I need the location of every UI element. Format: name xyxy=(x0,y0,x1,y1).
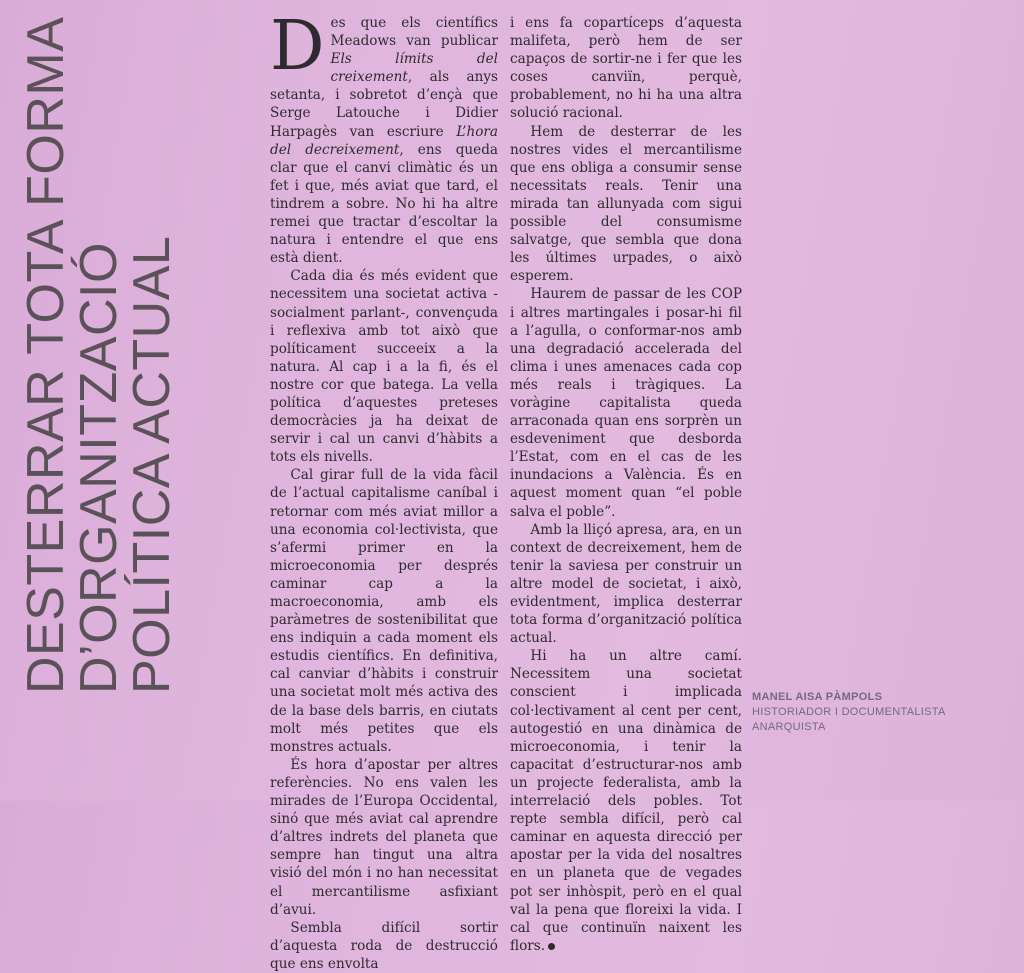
paragraph-5: Sembla difícil sortir d’aquesta roda de destrucció que ens envolta xyxy=(270,919,498,972)
headline-line-3: POLÍTICA ACTUAL xyxy=(123,235,181,695)
headline-line-2: D’ORGANITZACIÓ xyxy=(70,242,128,695)
end-of-article-bullet-icon xyxy=(548,943,555,950)
paragraph-text: , ens queda clar que el canvi climàtic és un fet i que, més aviat que tard, el tindrem a sobre. No hi ha altre remei que tractar d’escoltar la natura i entendre el que ens està dient. xyxy=(270,141,499,267)
paragraph-10 xyxy=(510,647,742,955)
article-column-1 xyxy=(270,7,499,973)
article-headline xyxy=(17,0,181,695)
paragraph-text: es que els científics Meadows van publicar xyxy=(330,15,498,50)
paragraph-3: Cal girar full de la vida fàcil de l’actual capitalisme caníbal i retornar com més aviat millor a una economia col·lectivista, que s’afermi primer en la microeconomia per després caminar cap a la macroeconomia, amb els paràmetres de sostenibilitat que ens indiquin a cada moment els estudis científics. En definitiva, cal canviar d’hàbits i construir una societat molt més activa des de la base dels barris, en ciutats molt més petites que els monstres actuals. xyxy=(270,467,498,755)
book-title: Els límits del creixement xyxy=(330,51,498,86)
paragraph-text: Hi ha un altre camí. Necessitem una societat conscient i implicada col·lectivament al cent per cent, autogestió en una dinàmica de microeconomia, i tenir la capacitat d’estructurar-nos amb un projecte federalista, amb la interrelació dels pobles. Tot repte sembla difícil, però cal caminar en aquesta direcció per apostar per la vida del nosaltres en un planeta que de vegades pot ser inhòspit, però en el qual val la pena que floreixi la vida. I cal que continuïn naixent les flors. xyxy=(510,648,742,954)
paragraph-6: i ens fa copartíceps d’aquesta malifeta, però hem de ser capaços de sortir-ne i fer que les coses canviïn, perquè, probablement, no hi ha una altra solució racional. xyxy=(510,15,742,122)
headline-line-1: DESTERRAR TOTA FORMA xyxy=(17,16,75,695)
book-title: L’hora del decreixement xyxy=(270,123,498,158)
paragraph-1 xyxy=(270,7,499,267)
paragraph-7: Hem de desterrar de les nostres vides el mercantilisme que ens obliga a consumir sense necessitats reals. Tenir una mirada tan allunyada com sigui possible del consumisme salvatge, que sembla que dona les últimes urpades, o això esperem. xyxy=(510,123,742,285)
author-role-1: HISTORIADOR I DOCUMENTALISTA xyxy=(752,706,946,718)
paragraph-2: Cada dia és més evident que necessitem una societat activa -socialment parlant-, convençuda i reflexiva amb tot això que políticament succeeix a la natura. Al cap i a la fi, és el nostre cor que batega. La vella política d’aquestes preteses democràcies ja ha deixat de servir i cal un canvi d’hàbits a tots els nivells. xyxy=(270,268,498,466)
drop-cap: D xyxy=(270,7,325,86)
paragraph-text: , als anys setanta, i sobretot d’ençà que Serge Latouche i Didier Harpagès van escriure xyxy=(270,69,498,140)
author-byline xyxy=(752,690,946,735)
paragraph-9: Amb la lliçó apresa, ara, en un context de decreixement, hem de tenir la saviesa per construir un altre model de societat, i això, evidentment, implica desterrar tota forma d’organització política actual. xyxy=(510,521,742,647)
article-column-2 xyxy=(510,14,742,955)
paragraph-4: És hora d’apostar per altres referències. No ens valen les mirades de l’Europa Occidental, sinó que més aviat cal aprendre d’altres indrets del planeta que sempre han tingut una altra visió del món i no han necessitat el mercantilisme asfixiant d’avui. xyxy=(270,756,498,918)
paragraph-8: Haurem de passar de les COP i altres martingales i posar-hi fil a l’agulla, o conformar-nos amb una degradació accelerada del clima i unes amenaces cada cop més reals i tràgiques. La voràgine capitalista queda arraconada quan ens sorprèn un esdeveniment que desborda l’Estat, com en el cas de les inundacions a València. És en aquest moment quan “el poble salva el poble”. xyxy=(510,286,742,520)
author-role-2: ANARQUISTA xyxy=(752,721,826,733)
author-name: MANEL AISA PÀMPOLS xyxy=(752,691,883,703)
